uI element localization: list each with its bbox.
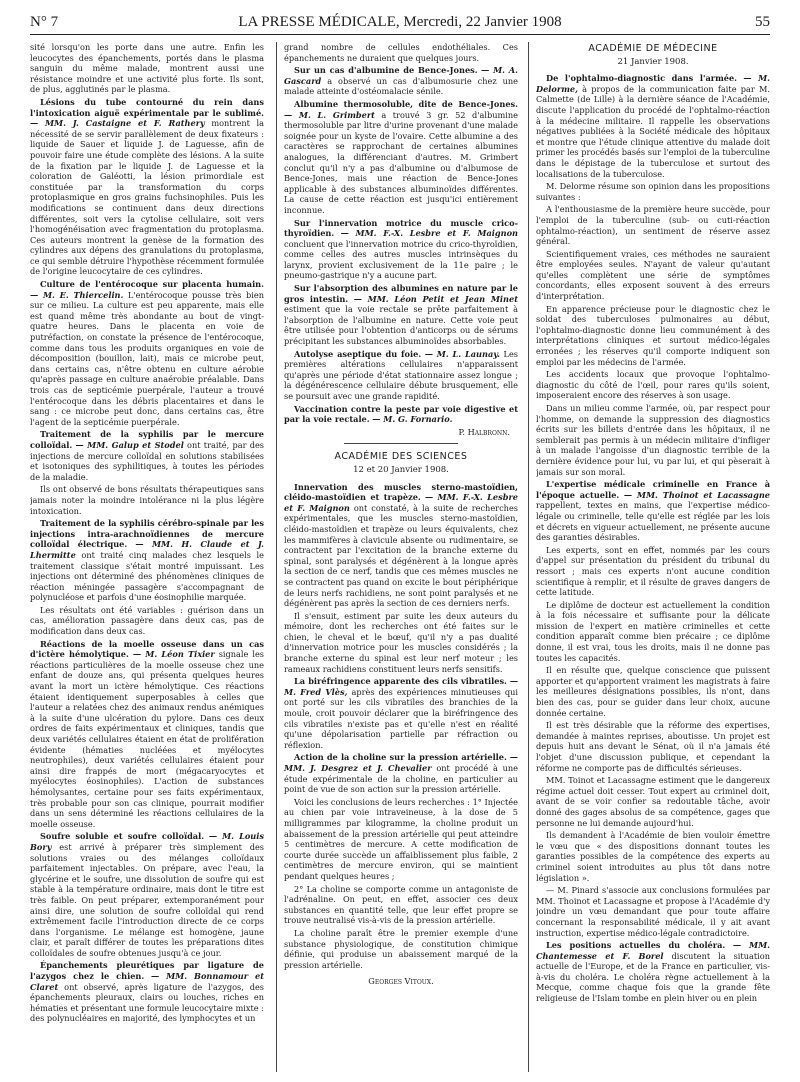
article-author: — MM. F.-X. Lesbre et F. Maignon [284, 492, 518, 513]
article-author: — MM. J. Desgrez et J. Chevalier [284, 752, 518, 773]
article-title: Épanchements pleurétiques par ligature de l'azygos chez le chien. [30, 960, 264, 982]
column-divider [528, 42, 529, 1072]
journal-title: LA PRESSE MÉDICALE, Mercredi, 22 Janvier 1908 [238, 14, 562, 30]
section-title: ACADÉMIE DES SCIENCES [334, 451, 468, 463]
article [536, 73, 770, 179]
article [536, 940, 770, 1004]
article-text: est arrivé à préparer très simplement des solutions vraies ou des mélanges colloïdaux parfaitement injectables. On prépare, avec l'eau, la glycérine et le soufre, une dissolution de soufre qui est stable à la température ordinaire, mais dont le titre est très faible. On peut préparer, extemporanément pour ainsi dire, une solution de soufre colloïdal qui rend extrêmement facile l'introduction directe de ce corps dans l'organisme. Le mélange est homogène, jaune clair, et paraît différer de toutes les préparations dites colloïdales de soufre obtenues jusqu'à ce jour. [30, 841, 264, 958]
article-title: Réactions de la moelle osseuse dans un cas d'ictère hémolytique. [30, 638, 264, 660]
article [284, 99, 518, 216]
article-author: — MM. Galup et Stodel [75, 439, 184, 450]
article [30, 639, 264, 830]
paragraph: 2° La choline se comporte comme un antagoniste de l'adrénaline. On peut, en effet, associer ces deux substances en quantité telle, que leur effet propre se trouve neutralisé vis-à-vis de la pression artérielle. [284, 883, 518, 926]
paragraph: Scientifiquement vraies, ces méthodes ne sauraient être employées seules. N'ayant de valeur qu'autant qu'elles complètent une série de symptômes concordants, elles exposent souvent à des erreurs d'interprétation. [536, 248, 770, 302]
article-title: Action de la choline sur la pression artérielle. [294, 752, 507, 763]
article-title: Traitement de la syphilis par le mercure colloïdal. [30, 429, 264, 450]
paragraph: Il en résulte que, quelque conscience que puissent apporter et qu'apportent vraiment les magistrats à faire les meilleures désignations possibles, ils n'ont, dans bien des cas, pour se guider dans leur choix, aucune donnée certaine. [536, 665, 770, 718]
paragraph: Ils demandent à l'Académie de bien vouloir émettre le vœu que « des dispositions donnant toutes les garanties possibles de la compétence des experts au criminel soient introduites au plus tôt dans notre législation ». [536, 830, 770, 883]
article [30, 279, 264, 427]
paragraph: Dans un milieu comme l'armée, où, par respect pour l'homme, on demande la suppression des diagnostics écrits sur les billets d'entrée dans les hôpitaux, il ne semblerait pas permis à un médecin militaire d'infliger à un malade l'angoisse d'un diagnostic terrible de la dernière évidence pour lui, vu par lui, et qui pèserait à jamais sur son moral. [536, 403, 770, 477]
article-author: — M. L. Grimbert [284, 109, 375, 120]
section-date: 21 Janvier 1908. [617, 56, 689, 67]
signature: P. Halbronn. [458, 426, 510, 437]
article-author: — M. Louis Bory [30, 831, 264, 852]
article-author: — M. E. Thiercelin. [30, 289, 124, 300]
article [284, 218, 518, 282]
article [30, 960, 264, 1024]
column-divider [276, 42, 277, 1072]
article-title: De l'ophtalmo-diagnostic dans l'armée. [546, 73, 737, 84]
article-author: — M. A. Gascard [284, 65, 518, 86]
article-title: Innervation des muscles sterno-mastoïdien, cléido-mastoïdien et trapèze. [284, 481, 518, 503]
paragraph: A l'enthousiasme de la première heure succède, pour l'emploi de la tuberculine (sub- ou cuti-réaction ophtalmo-réaction), un sentiment de réserve assez général. [536, 204, 770, 247]
article [284, 283, 518, 347]
paragraph: Il est très désirable que la réforme des expertises, demandée à maintes reprises, aboutisse. Un projet est depuis huit ans devant le Sénat, où il n'a jamais été l'objet d'une discussion publique, et cependant la réforme ne comporte pas de difficultés sérieuses. [536, 720, 770, 773]
article-text: Les premières altérations cellulaires n'apparaissent qu'après une période d'état stationnaire assez longue ; la dégénérescence cellulaire débute brusquement, elle se poursuit avec une grande rapidité. [284, 348, 518, 401]
article-title: Sur un cas d'albumine de Bence-Jones. [294, 65, 478, 76]
paragraph: grand nombre de cellules endothéliales. Ces épanchements ne duraient que quelques jours. [284, 42, 518, 63]
article-author: — MM. Chantemesse et F. Borel [536, 940, 770, 961]
article-text: ont observé, après ligature de l'azygos, des épanchements pleuraux, clairs ou louches, riches en hématies et présentant une formule leucocytaire mixte : des polynucléaires en majorité, des lymphocytes et un [30, 981, 264, 1024]
article-author: — MM. Bonnamour et Claret [30, 971, 264, 992]
article-text: rappellent, textes en mains, que l'expertise médico-légale ou criminelle, telle qu'elle est réglée par les lois et décrets en vigueur actuellement, ne présente aucune des garanties désirables. [536, 500, 770, 543]
section-title: ACADÉMIE DE MÉDECINE [588, 43, 718, 54]
paragraph: Le diplôme de docteur est actuellement la condition à la fois nécessaire et suffisante pour la délicate mission de l'expert en matière criminelles et cette condition apparaît comme bien précaire ; ce diplôme donne, il est vrai, tous les droits, mais il ne donne pas toutes les capacités. [536, 599, 770, 663]
article [30, 831, 264, 958]
article-title: La biréfringence apparente des cils vibratiles. [294, 676, 507, 687]
article-text: montrent la nécessité de se servir parallèlement de deux fixateurs : liquide de Sauer et liquide J. de Laguesse, afin de pouvoir faire une étude complète des lésions. A la suite de la fixation par le liquide J. de Laguesse et la coloration de Galéotti, la lésion primordiale est constituée par la transformation du corps protoplasmique en gros grains fuchsinophiles. Puis les modifications se continuent dans deux directions différentes, soit vers la cytolise cellulaire, soit vers l'homogénéisation avec fragmentation du protoplasma. Ces auteurs montrent la genèse de la formation des cylindres aux dépens des granulations du protoplasma, ce qui semble détruire l'hypothèse récemment formulée de l'origine leucocytaire de ces cylindres. [30, 118, 264, 277]
article-title: L'expertise médicale criminelle en France à l'époque actuelle. [536, 479, 770, 500]
paragraph: La choline paraît être le premier exemple d'une substance physiologique, de constitution chimique définie, qui produise un abaissement marqué de la pression artérielle. [284, 927, 518, 970]
article-title: Sur l'absorption des albumines en nature par le gros intestin. [284, 283, 518, 304]
article [30, 97, 264, 277]
paragraph: Les résultats ont été variables : guérison dans un cas, amélioration passagère dans deux cas, pas de modification dans deux cas. [30, 604, 264, 637]
article-author: — MM. Thoinot et Lacassagne [623, 489, 770, 500]
paragraph: Les accidents locaux que provoque l'ophtalmo-diagnostic du côté de l'œil, pour rares qu'ils soient, imposeraient encore des réserves à son usage. [536, 369, 770, 401]
signature: Georges Vitoux. [368, 976, 434, 987]
article-text: a observé un cas d'albumosurie chez une malade atteinte d'ostéomalacie sénile. [284, 75, 518, 97]
paragraph: M. Delorme résume son opinion dans les propositions suivantes : [536, 181, 770, 202]
article [284, 65, 518, 97]
article [30, 518, 264, 603]
article-text: signale les réactions particulières de la moelle osseuse chez une enfant de douze ans, qui présenta quelques heures avant la mort un ictère hémolytique. Ces réactions étaient identiquement superposables à celles que l'auteur a relatées chez des animaux rendus anémiques à la suite d'une ulcération du pylore. Dans ces deux ordres de faits expérimentaux et cliniques, tandis que deux variétés cellulaires étaient en état de prolifération évidente (hématies nucléées et myélocytes neutrophiles), deux variétés cellulaires étaient pour ainsi dire frappés de mort (mégacaryocytes et myélocytes éosinophiles). L'action de substances hémolysantes, certaine pour ses faits expérimentaux, très probable pour son cas clinique, pourrait modifier dans un sens déterminé les réactions cellulaires de la moelle osseuse. [30, 649, 264, 829]
article-author: — M. G. Fornario. [372, 414, 453, 425]
article-author: — M. Léon Tixier [132, 649, 215, 660]
paragraph: sité lorsqu'on les porte dans une autre. Enfin les leucocytes des épanchements, portés dans le plasma sanguin du même malade, montrent aussi une résistance moindre et une activité plus forte. Ils sont, de plus, agglutinés par le plasma. [30, 42, 264, 95]
article [30, 429, 264, 482]
paragraph: MM. Toinot et Lacassagne estiment que le dangereux régime actuel doit cesser. Tout expert au criminel doit, avant de se voir confier sa redoutable tâche, avoir donné des gages absolus de sa compétence, gages que personne ne lui demande aujourd'hui. [536, 775, 770, 828]
article [284, 482, 518, 609]
article-text: ont procédé à une étude expérimentale de la choline, en particulier au point de vue de son action sur la pression artérielle. [284, 763, 518, 795]
article-author: — M. L. Launay. [424, 348, 500, 359]
article-author: — MM. Léon Petit et Jean Minet [353, 293, 518, 304]
article-author: — MM. F.-X. Lesbre et F. Maignon [340, 228, 518, 239]
article-title: Lésions du tube contourné du rein dans l'intoxication aiguë expérimentale par le sublimé. [30, 96, 264, 118]
column-3 [536, 42, 770, 1074]
article-text: ont constaté, à la suite de recherches expérimentales, que les muscles sterno-mastoïdien, cléido-mastoïdien et trapèze ou leurs équivalents, chez les mammifères à clavicule absente ou rudimentaire, se contractent par l'excitation de la branche externe du spinal, sont paralysés et dégénèrent à la longue après la section de ce nerf, tandis que ces mêmes muscles ne se contractent pas quand on excite le bout périphérique de leurs nerfs rachidiens, ne sont point paralysés et ne dégénèrent pas après la section de ces derniers nerfs. [284, 502, 518, 609]
article-text: concluent que l'innervation motrice du crico-thyroïdien, comme celles des autres muscles intrinsèques du larynx, provient exclusivement de la 11e paire ; le pneumo-gastrique n'y a aucune part. [284, 238, 518, 281]
article-text: discutent la situation actuelle de l'Europe, et de la France en particulier, vis-à-vis du choléra. Le choléra règne actuellement à la Mecque, comme chaque fois que la grande fête religieuse de l'Islam tombe en plein hiver ou en plein [536, 950, 770, 1004]
paragraph: Il s'ensuit, estiment par suite les deux auteurs du mémoire, dont les recherches ont été faites sur le chien, le cheval et le bœuf, qu'il n'y a pas dualité d'innervation motrice pour les muscles considérés ; la branche externe du spinal est leur nerf moteur ; les rameaux rachidiens constituent leurs nerfs sensitifs. [284, 610, 518, 674]
issue-number: N° 7 [30, 14, 59, 30]
article-title: Culture de l'entérocoque sur placenta humain. [40, 279, 264, 290]
article-title: Sur l'innervation motrice du muscle crico-thyroïdien. [284, 217, 518, 239]
page-header [30, 14, 770, 35]
column-2 [284, 42, 518, 1074]
article-text: à propos de la communication faite par M. Calmette (de Lille) à la dernière séance de l'Académie, discute l'application du procédé de l'ophtalmo-réaction à la médecine militaire. Il rappelle les observations négatives publiées à la Société médicale des hôpitaux et montre que l'étude clinique attentive du malade doit primer les procédés basés sur l'emploi de la tuberculine dans le dépistage de la tuberculose et surtout des localisations de la tuberculose. [536, 83, 770, 179]
section-divider [344, 443, 458, 444]
paragraph: En apparence précieuse pour le diagnostic chez le soldat des tuberculoses pulmonaires au début, l'ophtalmo-diagnostic donne lieu communément à des interprétations cliniques et surtout médico-légales erronées ; les réserves qu'il comporte indiquent son emploi par les médecins de l'armée. [536, 303, 770, 367]
paragraph: Les experts, sont en effet, nommés par les cours d'appel sur présentation du président du tribunal du ressort ; mais ces experts n'ont aucune condition scientifique à remplir, et il résulte de graves dangers de cette latitude. [536, 544, 770, 598]
article [284, 404, 518, 425]
article [536, 479, 770, 543]
page-number: 55 [755, 14, 770, 30]
article-text: L'entérocoque pousse très bien sur ce milieu. La culture est peu apparente, mais elle est quand même très abondante au bout de vingt-quatre heures. Dans le placenta en voie de putréfaction, on constate la présence de l'entérocoque, comme dans tous les produits organiques en voie de décomposition (bouillon, lait), mais ce microbe peut, dans certains cas, n'être obtenu en culture aérobie qu'après passage en culture anaérobie préalable. Dans trois cas de septicémie puerpérale, l'auteur a trouvé l'entérocoque dans les débris placentaires et dans le sang : ce microbe peut donc, dans certains cas, être l'agent de la septicémie puerpérale. [30, 289, 264, 427]
article-text: après des expériences minutieuses qui ont porté sur les cils vibratiles des branchies de la moule, croit pouvoir déclarer que la biréfringence des cils vibratiles n'existe pas et qu'elle n'est en réalité qu'une dépolarisation partielle par réfraction ou réflexion. [284, 686, 518, 750]
article-text: ont traité, par des injections de mercure colloïdal en solutions stabilisées et isotoniques des syphilitiques, à toutes les périodes de la maladie. [30, 439, 264, 482]
article-title: Traitement de la syphilis cérébro-spinale par les injections intra-arachnoïdiennes de mercure colloïdal électrique. [30, 518, 264, 550]
paragraph: Ils ont observé de bons résultats thérapeutiques sans jamais noter la moindre intolérance ni la plus légère intoxication. [30, 484, 264, 516]
article-author: — MM. J. Castaigne et F. Rathery [30, 118, 205, 129]
article-text: estiment que la voie rectale se prête parfaitement à l'absorption de l'albumine en nature. Cette voie peut être utilisée pour l'obtention d'anticorps ou de sérums précipitant les substances albuminoïdes absorbables. [284, 304, 518, 347]
article [284, 349, 518, 402]
article-title: Autolyse aseptique du foie. [294, 348, 422, 359]
paragraph: Voici les conclusions de leurs recherches : 1° Injectée au chien par voie intraveineuse, à la dose de 5 milligrammes par kilogramme, la choline produit un abaissement de la pression artérielle qui peut atteindre 5 centimètres de mercure. A cette modification de courte durée succède un affaiblissement plus faible, 2 centimètres de mercure environ, qui se maintient pendant quelques heures ; [284, 796, 518, 881]
article [284, 676, 518, 750]
article-text: ont traité cinq malades chez lesquels le traitement classique s'était montré impuissant. Les injections ont déterminé des phénomènes cliniques de réaction méningée passagère s'accompagnant de polynucléose et parfois d'une éosinophilie marquée. [30, 549, 264, 603]
article-author: — M. Delorme, [536, 73, 770, 94]
article-title: Soufre soluble et soufre colloïdal. [40, 831, 205, 842]
article-title: Albumine thermosoluble, dite de Bence-Jones. [294, 98, 518, 109]
article [284, 752, 518, 794]
article-author: — MM. H. Claude et J. Lhermitte [30, 539, 264, 560]
article-title: Vaccination contre la peste par voie digestive et par la voie rectale. [284, 403, 518, 425]
column-1 [30, 42, 264, 1074]
paragraph: — M. Pinard s'associe aux conclusions formulées par MM. Thoinot et Lacassagne et propose à l'Académie d'y joindre un vœu demandant que pour toute affaire concernant la responsabilité médicale, il y ait avant instruction, expertise médico-légale contradictoire. [536, 885, 770, 938]
article-title: Les positions actuelles du choléra. [546, 940, 726, 951]
article-text: a trouvé 3 gr. 52 d'albumine thermosoluble par litre d'urine provenant d'une malade soignée pour un kyste de l'ovaire. Cette albumine a des caractères se rapprochant de certaines albumines analogues, la différenciant d'autres. M. Grimbert conclut qu'il n'y a pas d'albumine ou d'albumose de Bence-Jones, mais une réaction de Bence-Jones applicable à des substances albuminoïdes différentes. La cause de cette réaction est jusqu'ici entièrement inconnue. [284, 109, 518, 215]
article-author: — M. Fred Vlès, [284, 676, 518, 697]
section-date: 12 et 20 Janvier 1908. [353, 464, 449, 475]
